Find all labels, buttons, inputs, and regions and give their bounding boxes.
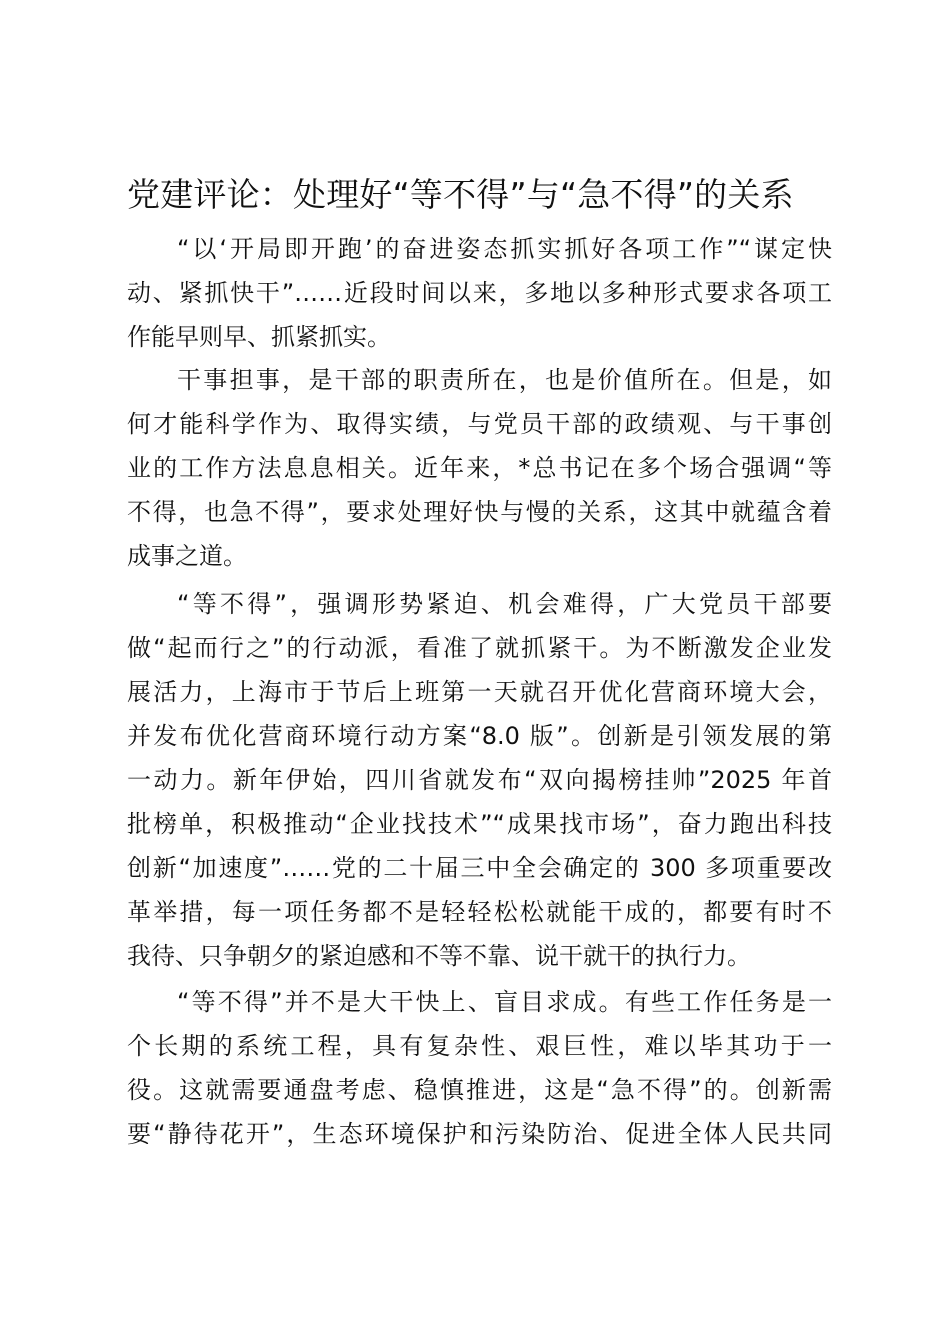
paragraph-line: 创新“加速度”……党的二十届三中全会确定的 300 多项重要改 xyxy=(127,854,832,882)
paragraph-line: 不得，也急不得”，要求处理好快与慢的关系，这其中就蕴含着 xyxy=(127,498,832,526)
paragraph-line: 一动力。新年伊始，四川省就发布“双向揭榜挂帅”2025 年首 xyxy=(127,766,832,794)
paragraph-2 xyxy=(127,358,832,578)
paragraph-line: “以‘开局即开跑’的奋进姿态抓实抓好各项工作”“谋定快 xyxy=(177,235,832,263)
paragraph-line: 动、紧抓快干”……近段时间以来，多地以多种形式要求各项工 xyxy=(127,279,832,307)
page-title: 党建评论：处理好“等不得”与“急不得”的关系 xyxy=(127,175,794,214)
paragraph-line: 干事担事，是干部的职责所在，也是价值所在。但是，如 xyxy=(177,366,832,394)
paragraph-line: 做“起而行之”的行动派，看准了就抓紧干。为不断激发企业发 xyxy=(127,634,832,662)
paragraph-1 xyxy=(127,227,832,359)
paragraph-line: 役。这就需要通盘考虑、稳慎推进，这是“急不得”的。创新需 xyxy=(127,1076,832,1104)
paragraph-line: 要“静待花开”，生态环境保护和污染防治、促进全体人民共同 xyxy=(127,1120,832,1148)
paragraph-line: 何才能科学作为、取得实绩，与党员干部的政绩观、与干事创 xyxy=(127,410,832,438)
paragraph-line: 批榜单，积极推动“企业找技术”“成果找市场”，奋力跑出科技 xyxy=(127,810,832,838)
paragraph-line: 业的工作方法息息相关。近年来，*总书记在多个场合强调“等 xyxy=(127,454,832,482)
paragraph-line: “等不得”，强调形势紧迫、机会难得，广大党员干部要 xyxy=(177,590,832,618)
paragraph-line: “等不得”并不是大干快上、盲目求成。有些工作任务是一 xyxy=(177,988,832,1016)
paragraph-line: 个长期的系统工程，具有复杂性、艰巨性，难以毕其功于一 xyxy=(127,1032,832,1060)
paragraph-line: 并发布优化营商环境行动方案“8.0 版”。创新是引领发展的第 xyxy=(127,722,832,750)
paragraph-line: 作能早则早、抓紧抓实。 xyxy=(127,323,391,351)
paragraph-4 xyxy=(127,980,832,1156)
paragraph-line: 革举措，每一项任务都不是轻轻松松就能干成的，都要有时不 xyxy=(127,898,832,926)
paragraph-line: 成事之道。 xyxy=(127,542,247,570)
paragraph-line: 展活力，上海市于节后上班第一天就召开优化营商环境大会， xyxy=(127,678,832,706)
paragraph-line: 我待、只争朝夕的紧迫感和不等不靠、说干就干的执行力。 xyxy=(127,942,751,970)
paragraph-3 xyxy=(127,582,832,978)
